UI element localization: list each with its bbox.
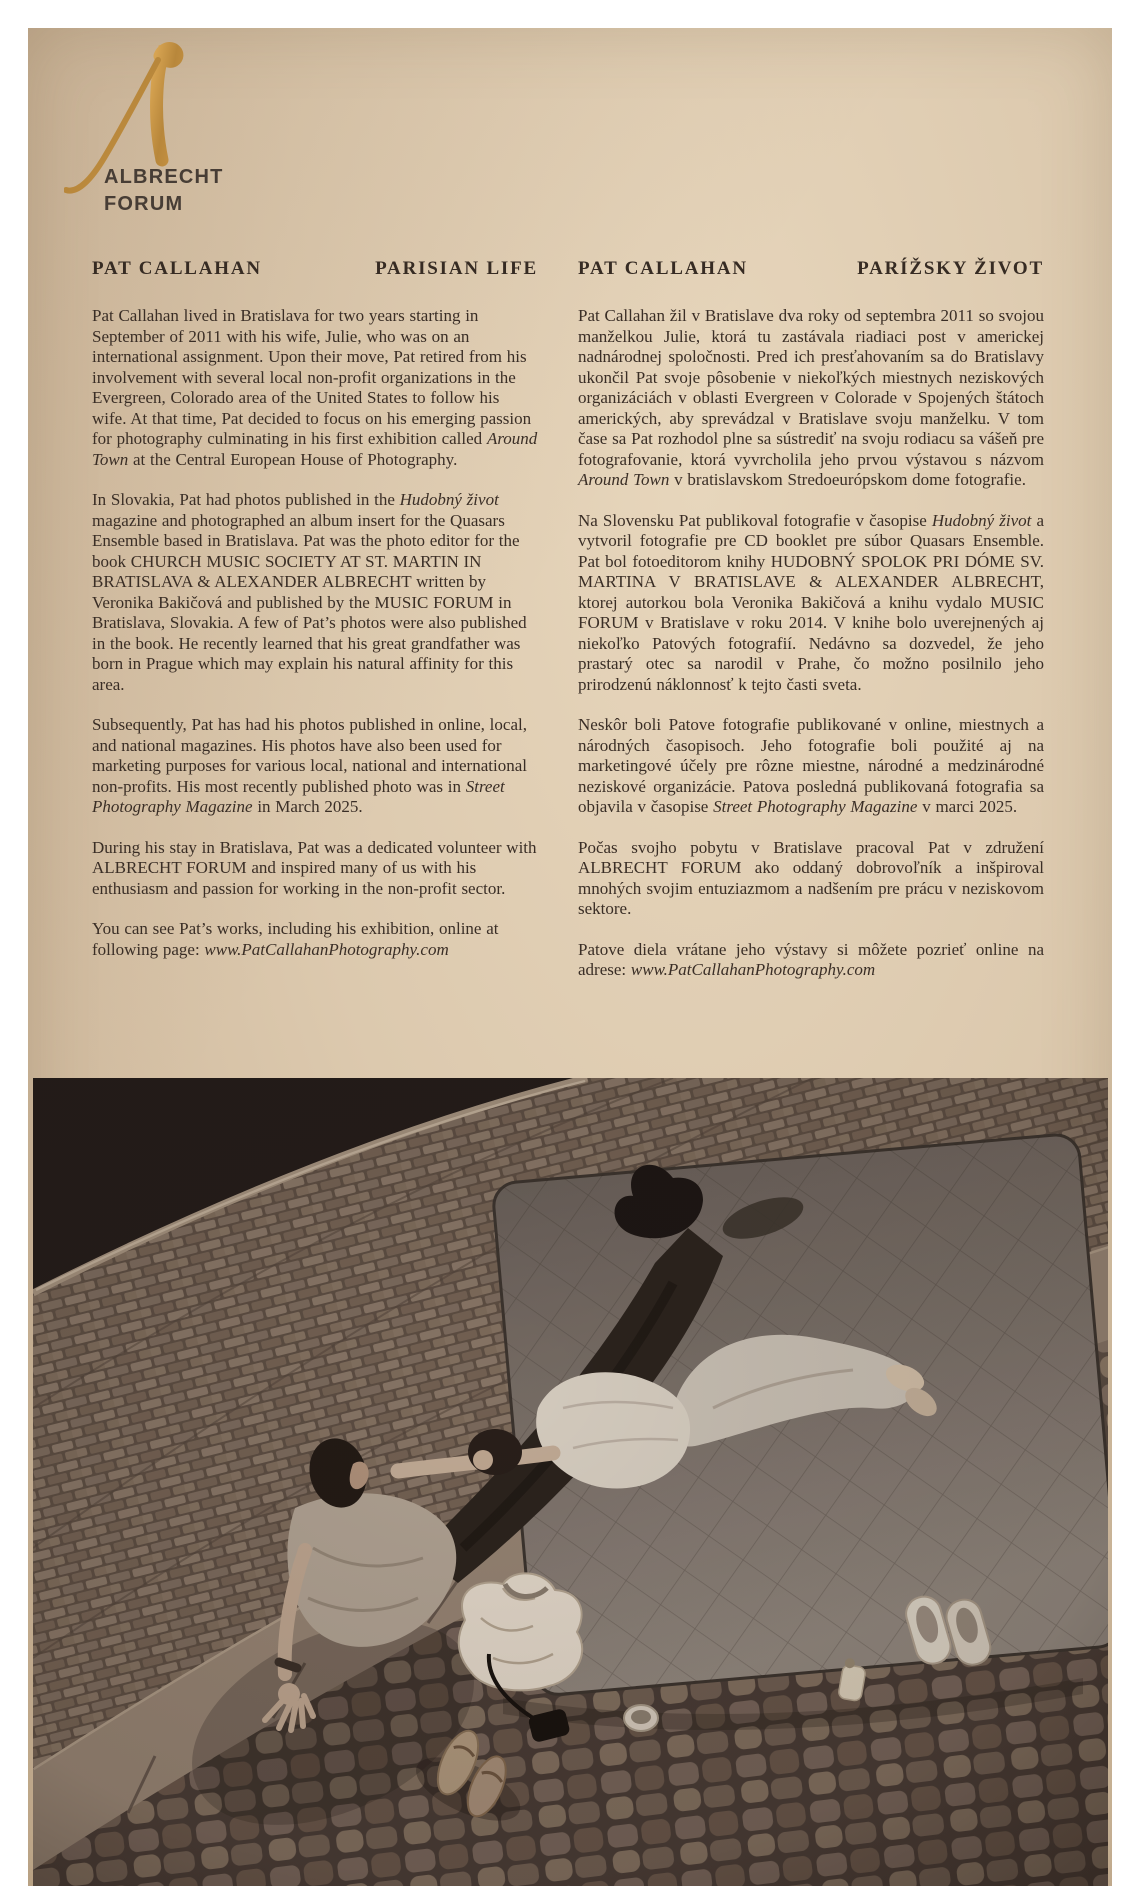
article-paragraph: Pat Callahan lived in Bratislava for two years starting in September of 2011 with his wife, Julie, who was on an international assignment. Upon their move, Pat retired from his involvement with several local non-profit organizations in the Evergreen, Colorado area of the United States to follow his wife. At that time, Pat decided to focus on his emerging passion for photography culminating in his first exhibition called Around Town at the Central European House of Photography.: [92, 306, 538, 469]
brand-block: [64, 42, 324, 232]
brand-name-line2: FORUM: [104, 193, 184, 215]
brand-name: [104, 164, 224, 218]
article-paragraph: Subsequently, Pat has had his photos published in online, local, and national magazines. His photos have also been used for marketing purposes for various local, national and international non-profits. His most recently published photo was in Street Photography Magazine in March 2025.: [92, 715, 527, 816]
heading-author: PAT CALLAHAN: [92, 258, 262, 279]
article-slovak-paragraphs: [578, 306, 1044, 981]
article-english-heading: [92, 258, 538, 280]
article-paragraph: In Slovakia, Pat had photos published in the Hudobný život magazine and photographed an album insert for the Quasars Ensemble based in Bratislava. Pat was the photo editor for the book CHURCH MUSIC SOCIETY AT ST. MARTIN IN BRATISLAVA & ALEXANDER ALBRECHT written by Veronika Bakičová and published by the MUSIC FORUM in Bratislava, Slovakia. A few of Pat’s photos were also published in the book. He recently learned that his great grandfather was born in Prague which may explain his natural affinity for this area.: [92, 490, 527, 694]
article-slovak: [578, 258, 1044, 1001]
article-paragraph: Neskôr boli Patove fotografie publikované v online, miestnych a národných časopisoch. Jeho fotografie boli použité aj na marketingové účely pre rôzne miestne, národné a medzinárodné neziskové organizácie. Patova posledná publikovaná fotografia sa objavila v časopise Street Photography Magazine v marci 2025.: [578, 715, 1044, 816]
heading-title: PARISIAN LIFE: [375, 258, 538, 279]
article-paragraph: Pat Callahan žil v Bratislave dva roky od septembra 2011 so svojou manželkou Julie, ktorá tu zastávala riadiaci post v americkej nadnárodnej spoločnosti. Pred ich presťahovaním sa do Bratislavy ukončil Pat svoje pôsobenie v niekoľkých miestnych neziskových organizáciách v oblasti Evergreen v Colorade v Spojených štátoch amerických, aby sprevádzal v Bratislave svoju manželku. V tom čase sa Pat rozhodol plne sa sústrediť na svoju rodiacu sa vášeň pre fotografovanie, ktorá vyvrcholila jeho prvou výstavou s názvom Around Town v bratislavskom Stredoeurópskom dome fotografie.: [578, 306, 1044, 489]
picnic-photo-art: [33, 1078, 1108, 1886]
picnic-photo: [33, 1078, 1108, 1886]
article-english-paragraphs: [92, 306, 538, 960]
heading-title: PARÍŽSKY ŽIVOT: [857, 258, 1044, 279]
article-paragraph: Počas svojho pobytu v Bratislave pracoval Pat v združení ALBRECHT FORUM ako oddaný dobrovoľník a inšpiroval mnohých svojim entuziazmom a nadšením pre prácu v neziskovom sektore.: [578, 837, 1044, 918]
article-paragraph: During his stay in Bratislava, Pat was a dedicated volunteer with ALBRECHT FORUM and inspired many of us with his enthusiasm and passion for working in the non-profit sector.: [92, 837, 537, 898]
article-paragraph: Na Slovensku Pat publikoval fotografie v časopise Hudobný život a vytvoril fotografie pre CD booklet pre súbor Quasars Ensemble. Pat bol fotoeditorom knihy HUDOBNÝ SPOLOK PRI DÓME SV. MARTINA V BRATISLAVE & ALEXANDER ALBRECHT, ktorej autorkou bola Veronika Bakičová a knihu vydalo MUSIC FORUM v Bratislave v roku 2014. V knihe bolo uverejnených aj niekoľko Patových fotografií. Nedávno sa dozvedel, že jeho prastarý otec sa narodil v Prahe, čo možno posilnilo jeho prirodzenú náklonnosť k tejto časti sveta.: [578, 510, 1045, 694]
vignette: [33, 1078, 1108, 1886]
article-paragraph: You can see Pat’s works, including his exhibition, online at following page: www.PatCallahanPhotography.com: [92, 919, 499, 959]
heading-author: PAT CALLAHAN: [578, 258, 748, 279]
brochure-page: [28, 28, 1112, 1886]
article-paragraph: Patove diela vrátane jeho výstavy si môžete pozrieť online na adrese: www.PatCallahanPhotography.com: [578, 939, 1044, 979]
brand-name-line1: ALBRECHT: [104, 166, 224, 188]
article-slovak-heading: [578, 258, 1044, 280]
article-english: [92, 258, 538, 980]
